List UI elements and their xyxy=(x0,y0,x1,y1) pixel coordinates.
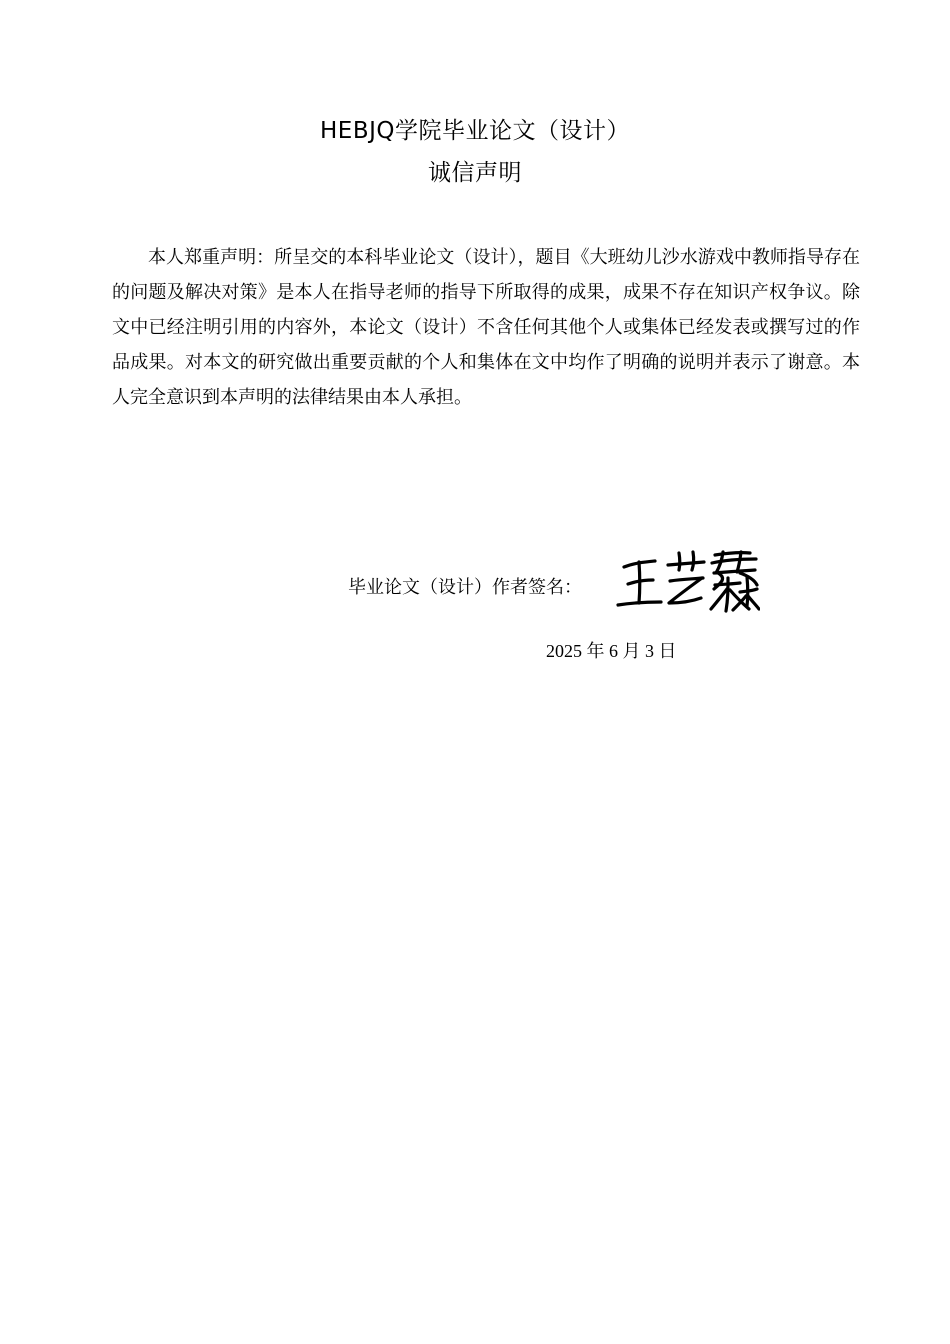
signature-date: 2025 年 6 月 3 日 xyxy=(546,641,677,661)
declaration-paragraph: 本人郑重声明：所呈交的本科毕业论文（设计），题目《大班幼儿沙水游戏中教师指导存在的问题及解决对策》是本人在指导老师的指导下所取得的成果，成果不存在知识产权争议。除文中已经注明引用的内容外，本论文（设计）不含任何其他个人或集体已经发表或撰写过的作品成果。对本文的研究做出重要贡献的个人和集体在文中均作了明确的说明并表示了谢意。本人完全意识到本声明的法律结果由本人承担。 xyxy=(112,247,860,407)
page-title: HEBJQ学院毕业论文（设计） xyxy=(320,118,630,144)
signature-label: 毕业论文（设计）作者签名： xyxy=(348,577,582,597)
handwritten-signature xyxy=(610,542,760,617)
page-subtitle: 诚信声明 xyxy=(428,160,522,186)
